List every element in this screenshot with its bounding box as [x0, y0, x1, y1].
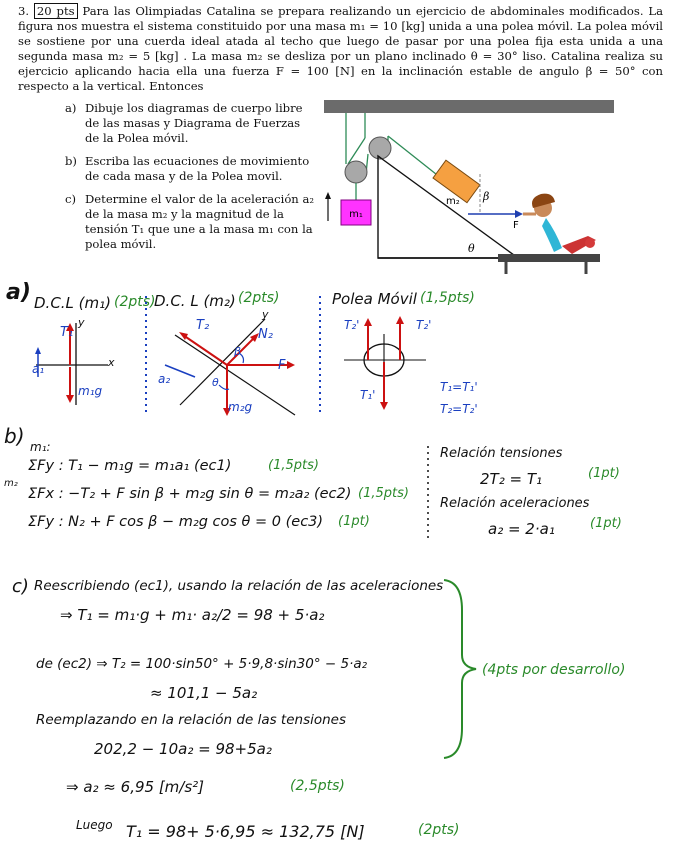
rel-aceleraciones-title: Relación aceleraciones: [440, 496, 590, 511]
problem-number: 3.: [18, 4, 30, 18]
dcl2-m2g: m₂g: [228, 400, 253, 414]
item-b: b) Escriba las ecuaciones de movimiento de cada masa y de la Polea movil.: [65, 154, 310, 183]
part-b-label: b): [4, 424, 25, 448]
dcl1-T1: T₁: [60, 325, 74, 340]
dcl1-y: y: [78, 316, 85, 329]
dcl2-points: (2pts): [238, 290, 280, 306]
part-b-m1: m₁:: [30, 440, 51, 454]
polea-T2p-left: T₂': [344, 318, 360, 332]
dcl1-x: x: [108, 356, 115, 369]
dcl2-beta: β: [234, 345, 242, 358]
part-c-line8: T₁ = 98+ 5·6,95 ≈ 132,75 [N]: [126, 822, 365, 841]
rel-aceleraciones-points: (1pt): [590, 516, 622, 531]
part-b-m2: m₂: [4, 478, 18, 489]
part-a-label: a): [6, 280, 31, 305]
eq1-points: (1,5pts): [268, 458, 319, 473]
dcl2-a2: a₂: [158, 372, 171, 386]
part-c-line8-points: (2pts): [418, 822, 460, 838]
polea-eq1: T₁=T₁': [440, 380, 478, 394]
rel-tensiones-title: Relación tensiones: [440, 446, 563, 461]
part-c-line1: Reescribiendo (ec1), usando la relación de las aceleraciones: [34, 578, 444, 594]
person-illustration: [523, 194, 596, 254]
eq1: ΣFy : T₁ − m₁g = m₁a₁ (ec1): [28, 458, 232, 474]
desarrollo-points: (4pts por desarrollo): [482, 662, 626, 678]
part-c-line5: Reemplazando en la relación de las tensiones: [36, 712, 347, 728]
eq3: ΣFy : N₂ + F cos β − m₂g cos θ = 0 (ec3): [28, 514, 324, 530]
luego-label: Luego: [76, 818, 113, 832]
m1-label: m₁: [349, 209, 363, 220]
points-box: 20 pts: [34, 3, 78, 19]
beta-label: β: [483, 190, 490, 203]
dcl-m1-diagram: [28, 315, 138, 415]
force-label: F: [513, 220, 519, 231]
rel-aceleraciones: a₂ = 2·a₁: [488, 520, 555, 538]
part-c-line2: ⇒ T₁ = m₁·g + m₁· a₂/2 = 98 + 5·a₂: [60, 606, 325, 624]
item-c: c) Determine el valor de la aceleración a₂ de la masa m₂ y la magnitud de la tensión T₁ que une a la masa m₁ con la polea móvil.: [65, 192, 315, 251]
brace: [440, 578, 480, 760]
separator-2: [314, 296, 326, 418]
dcl2-N2: N₂: [258, 327, 273, 342]
eq3-points: (1pt): [338, 514, 370, 529]
fixed-pulley: [369, 137, 391, 159]
problem-items: [65, 101, 315, 260]
eq2-points: (1,5pts): [358, 486, 409, 501]
polea-points: (1,5pts): [420, 290, 475, 306]
rel-tensiones-points: (1pt): [588, 466, 620, 481]
pulley-system-figure: [318, 96, 618, 276]
dcl1-a1: a₁: [32, 362, 45, 376]
dcl1-points: (2pts): [114, 294, 156, 310]
ceiling: [324, 100, 614, 113]
part-c-line7-points: (2,5pts): [290, 778, 345, 794]
part-c-label: c): [12, 576, 29, 597]
separator-3: [424, 446, 432, 542]
polea-title: Polea Móvil: [332, 290, 417, 308]
rel-tensiones: 2T₂ = T₁: [480, 470, 542, 488]
part-c-line3: de (ec2) ⇒ T₂ = 100·sin50° + 5·9,8·sin30° − 5·a₂: [36, 656, 368, 672]
part-c-line4: ≈ 101,1 − 5a₂: [150, 684, 258, 702]
dcl2-theta: θ: [212, 376, 219, 389]
dcl1-title: D.C.L (m₁): [34, 294, 112, 312]
problem-statement: [18, 4, 663, 94]
item-a: a) Dibuje los diagramas de cuerpo libre de las masas y Diagrama de Fuerzas de la Polea móvil.: [65, 101, 303, 145]
m2-label: m₂: [446, 196, 460, 207]
dcl1-m1g: m₁g: [78, 384, 103, 398]
part-c-line6: 202,2 − 10a₂ = 98+5a₂: [94, 740, 272, 758]
separator-1: [140, 296, 152, 418]
dcl2-T2: T₂: [196, 318, 210, 333]
movable-pulley: [345, 161, 367, 183]
theta-label: θ: [468, 242, 475, 255]
polea-T2p-right: T₂': [416, 318, 432, 332]
part-c-line7: ⇒ a₂ ≈ 6,95 [m/s²]: [66, 778, 205, 796]
polea-eq2: T₂=T₂': [440, 402, 478, 416]
bench: [498, 254, 600, 262]
dcl2-F: F: [278, 358, 286, 373]
polea-T1p: T₁': [360, 388, 376, 402]
dcl2-y: y: [262, 308, 269, 321]
problem-text: Para las Olimpiadas Catalina se prepara realizando un ejercicio de abdominales modificados. La figura nos muestra el sistema constituido por una masa m₁ = 10 [kg] unida a una polea móvil. La polea móvil se sostiene por una cuerda ideal atada al techo que luego de pasar por una polea fija esta unida a una segunda masa m₂ = 5 [kg] . La masa m₂ se desliza por un plano inclinado θ = 30° liso. Catalina realiza su ejercicio aplicando hacia ella una fuerza F = 100 [N] en la inclinación estable de angulo β = 50° con respecto a la vertical. Entonces: [18, 4, 664, 93]
dcl2-title: D.C. L (m₂): [154, 292, 236, 310]
eq2: ΣFx : −T₂ + F sin β + m₂g sin θ = m₂a₂ (ec2): [28, 486, 352, 502]
